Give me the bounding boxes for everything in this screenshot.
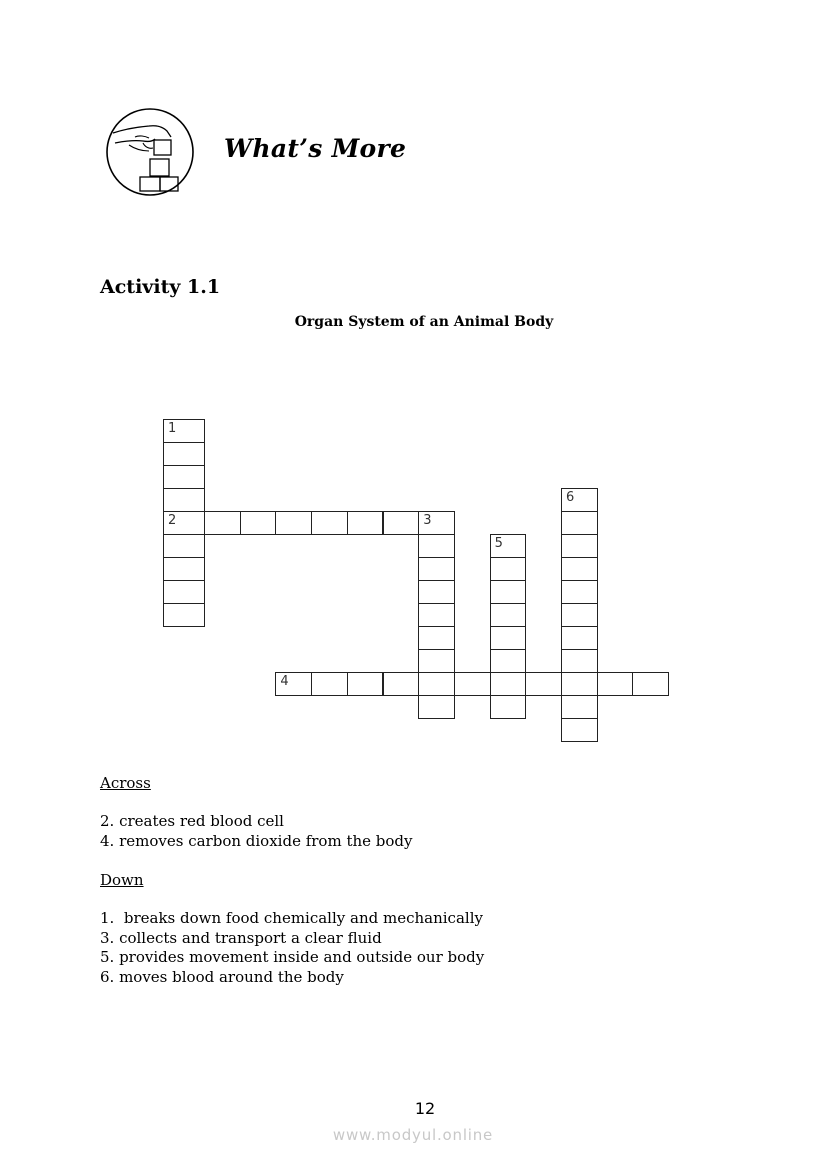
page-number: 12 <box>414 1099 436 1118</box>
crossword-cell-4[interactable] <box>275 672 312 696</box>
crossword-cell[interactable] <box>454 672 491 696</box>
crossword-cell[interactable] <box>311 511 348 535</box>
crossword-cell-3[interactable] <box>418 511 455 535</box>
crossword-cell-2[interactable] <box>163 511 205 535</box>
down-clue-list <box>100 909 484 987</box>
crossword-cell-6[interactable] <box>561 488 598 512</box>
crossword-cell[interactable] <box>561 603 598 627</box>
hand-stacking-blocks-icon <box>105 107 195 197</box>
down-clue-1: 1. breaks down food chemically and mechanically <box>100 909 483 927</box>
clue-number-2: 2 <box>168 513 177 528</box>
crossword-cell-1[interactable] <box>163 419 205 443</box>
down-clue-5: 5. provides movement inside and outside our body <box>100 948 485 966</box>
crossword-cell[interactable] <box>163 557 205 581</box>
crossword-cell[interactable] <box>561 672 598 696</box>
clue-number-4: 4 <box>280 674 289 689</box>
crossword-cell[interactable] <box>383 672 420 696</box>
crossword-cell[interactable] <box>561 718 598 742</box>
across-heading: Across <box>100 774 151 792</box>
crossword-cell[interactable] <box>597 672 634 696</box>
crossword-cell[interactable] <box>561 534 598 558</box>
crossword-cell[interactable] <box>163 603 205 627</box>
activity-title: Activity 1.1 <box>100 276 221 298</box>
crossword-cell[interactable] <box>561 511 598 535</box>
crossword-cell[interactable] <box>418 649 455 673</box>
crossword-cell[interactable] <box>163 488 205 512</box>
across-clue-2: 2. creates red blood cell <box>100 812 284 830</box>
crossword-cell[interactable] <box>490 603 527 627</box>
crossword-cell[interactable] <box>490 557 527 581</box>
crossword-cell[interactable] <box>561 626 598 650</box>
crossword-cell[interactable] <box>561 695 598 719</box>
across-clue-4: 4. removes carbon dioxide from the body <box>100 831 413 850</box>
crossword-cell[interactable] <box>632 672 669 696</box>
crossword-cell-5[interactable] <box>490 534 527 558</box>
crossword-cell[interactable] <box>561 557 598 581</box>
crossword-cell[interactable] <box>418 603 455 627</box>
crossword-cell[interactable] <box>163 465 205 489</box>
crossword-cell[interactable] <box>383 511 420 535</box>
crossword-cell[interactable] <box>163 534 205 558</box>
crossword-cell[interactable] <box>490 580 527 604</box>
clue-number-6: 6 <box>566 490 575 505</box>
puzzle-title: Organ System of an Animal Body <box>294 314 554 330</box>
clue-number-1: 1 <box>168 421 177 436</box>
crossword-cell[interactable] <box>418 695 455 719</box>
down-clue-3: 3. collects and transport a clear fluid <box>100 928 382 947</box>
crossword-cell[interactable] <box>418 534 455 558</box>
crossword-cell[interactable] <box>204 511 241 535</box>
clue-number-5: 5 <box>494 536 503 551</box>
crossword-cell[interactable] <box>163 580 205 604</box>
crossword-cell[interactable] <box>561 580 598 604</box>
crossword-cell[interactable] <box>490 695 527 719</box>
crossword-cell[interactable] <box>347 672 384 696</box>
crossword-cell[interactable] <box>418 580 455 604</box>
across-clues <box>100 774 151 794</box>
down-clues <box>100 871 144 891</box>
crossword-cell[interactable] <box>490 649 527 673</box>
crossword-cell[interactable] <box>490 672 527 696</box>
watermark: www.modyul.online <box>332 1126 494 1144</box>
across-clue-list <box>100 812 413 851</box>
clue-number-3: 3 <box>423 513 432 528</box>
down-clue-6: 6. moves blood around the body <box>100 967 344 986</box>
down-heading: Down <box>100 871 144 889</box>
crossword-cell[interactable] <box>561 649 598 673</box>
crossword-cell[interactable] <box>525 672 562 696</box>
crossword-cell[interactable] <box>418 557 455 581</box>
crossword-cell[interactable] <box>275 511 312 535</box>
crossword-cell[interactable] <box>418 672 455 696</box>
crossword-cell[interactable] <box>490 626 527 650</box>
crossword-cell[interactable] <box>163 442 205 466</box>
section-title: What’s More <box>224 134 407 163</box>
crossword-cell[interactable] <box>311 672 348 696</box>
crossword-cell[interactable] <box>240 511 277 535</box>
crossword-cell[interactable] <box>347 511 384 535</box>
crossword-cell[interactable] <box>418 626 455 650</box>
